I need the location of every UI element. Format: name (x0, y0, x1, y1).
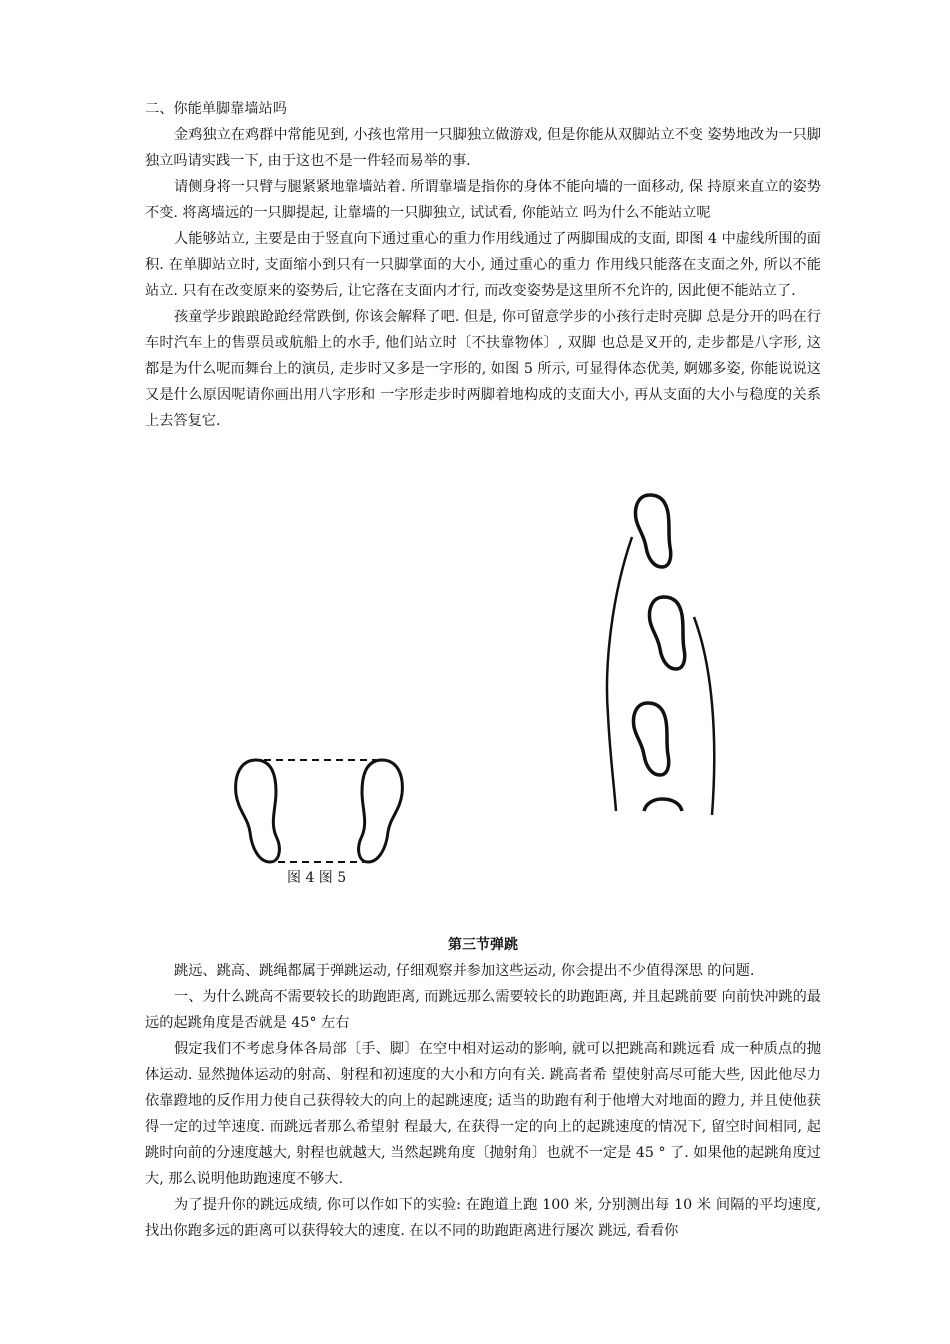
paragraph: 为了提升你的跳远成绩, 你可以作如下的实验: 在跑道上跑 100 米, 分别测出每 10 米 间隔的平均速度, 找出你跑多远的距离可以获得较大的速度. 在以不同的助跑距离进行屡次 跳远, 看看你 (145, 1197, 821, 1239)
figure-5-straight-line-walk (600, 485, 720, 815)
paragraph: 假定我们不考虑身体各局部〔手、脚〕在空中相对运动的影响, 就可以把跳高和跳远看 成一种质点的抛体运动. 显然抛体运动的射高、射程和初速度的大小和方向有关. 跳高者希 望使射高尽可能大些, 因此他尽力依靠蹬地的反作用力使自己获得较大的向上的起跳速度; 适当的助跑有利于他增大对地面的蹬力, 并且使他获得一定的过竿速度. 而跳远者那么希望射 程最大, 在获得一定的向上的起跳速度的情况下, 留空时间相同, 起跳时向前的分速度越大, 射程也就越大, 当然起跳角度〔抛射角〕也就不一定是 45 ° 了. 如果他的起跳角度过大, 那么说明他助跑速度不够大. (145, 1041, 821, 1187)
right-footprint (359, 760, 403, 862)
paragraph: 金鸡独立在鸡群中常能见到, 小孩也常用一只脚独立做游戏, 但是你能从双脚站立不变 姿势地改为一只脚独立吗请实践一下, 由于这也不是一件轻而易举的事. (145, 127, 821, 169)
left-boundary-arc (607, 537, 632, 811)
paragraph: 孩童学步踉踉跄跄经常跌倒, 你该会解释了吧. 但是, 你可留意学步的小孩行走时亮脚 总是分开的吗在行车时汽车上的售票员或航船上的水手, 他们站立时〔不扶靠物体〕, 双脚 也总是叉开的, 走步都是八字形, 这都是为什么呢而舞台上的演员, 走步时又多是一字形的, 如图 5 所示, 可显得体态优美, 婀娜多姿, 你能说说这又是什么原因呢请你画出用八字形和 一字形走步时两脚着地构成的支面大小, 再从支面的大小与稳度的关系上去答复它. (145, 309, 821, 429)
paragraph: 请侧身将一只臂与腿紧紧地靠墙站着. 所谓靠墙是指你的身体不能向墙的一面移动, 保 持原来直立的姿势不变. 将离墙远的一只脚提起, 让靠墙的一只脚独立, 试试看, 你能站立 吗为什么不能站立呢 (145, 179, 821, 221)
footprint-2 (650, 597, 685, 669)
paragraph: 一、为什么跳高不需要较长的助跑距离, 而跳远那么需要较长的助跑距离, 并且起跳前要 向前快冲跳的最远的起跳角度是否就是 45° 左右 (145, 989, 821, 1031)
section-1-heading: 二、你能单脚靠墙站吗 (145, 101, 287, 117)
section-1 (145, 96, 821, 434)
right-boundary-arc (694, 617, 714, 815)
section-2 (145, 932, 821, 1244)
figure-4-two-footprints (226, 752, 416, 870)
left-footprint (236, 760, 280, 862)
footprint-4-partial (644, 799, 682, 811)
footprint-1 (636, 495, 671, 567)
figure-caption: 图 4 图 5 (287, 870, 347, 886)
paragraph: 人能够站立, 主要是由于竖直向下通过重心的重力作用线通过了两脚围成的支面, 即图 4 中虚线所围的面积. 在单脚站立时, 支面缩小到只有一只脚掌面的大小, 通过重心的重力 作用线只能落在支面之外, 所以不能站立. 只有在改变原来的姿势后, 让它落在支面内才行, 而改变姿势是这里所不允许的, 因此便不能站立了. (145, 231, 821, 299)
footprint-3 (634, 703, 669, 775)
section-2-title: 第三节弹跳 (448, 937, 518, 953)
paragraph: 跳远、跳高、跳绳都属于弹跳运动, 仔细观察并参加这些运动, 你会提出不少值得深思 的问题. (174, 963, 755, 979)
